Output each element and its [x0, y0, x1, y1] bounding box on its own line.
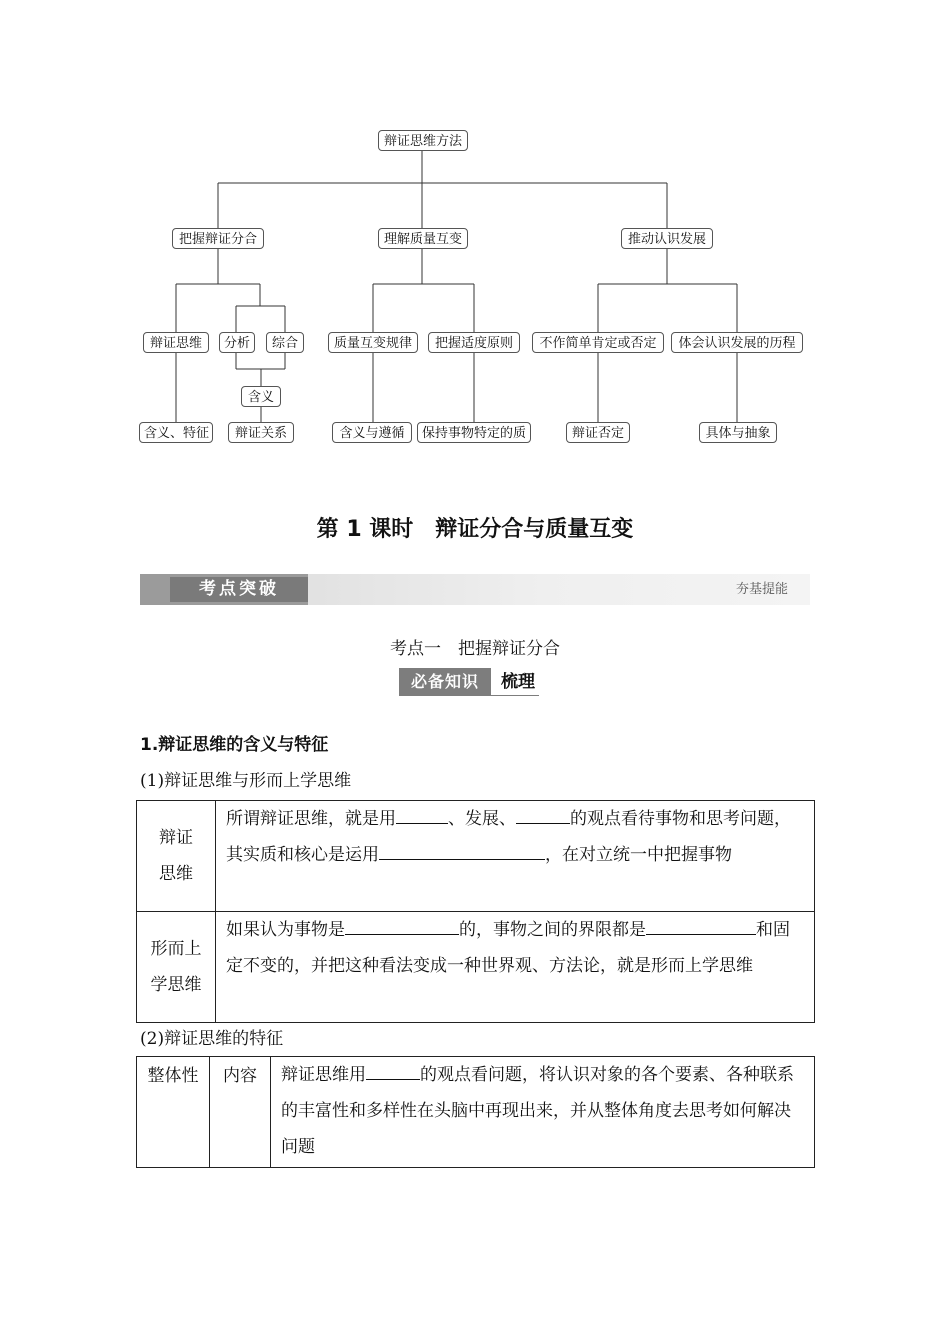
row-text-xingershang [216, 912, 815, 1023]
fill-blank[interactable] [379, 837, 545, 860]
mindmap-node-bu-zuo-jiandan: 不作简单肯定或否定 [532, 332, 664, 353]
mindmap-leaf-bianzheng-fouding: 辩证否定 [566, 422, 630, 443]
text-seg: 的，事物之间的界限都是 [459, 920, 646, 940]
table-bianzheng-xingershang [136, 800, 815, 1023]
table-tezheng [136, 1056, 815, 1168]
mindmap [0, 0, 950, 470]
table-row [137, 1057, 815, 1168]
kaodian-heading: 考点一 把握辩证分合 [390, 639, 560, 659]
mindmap-node-fenxi: 分析 [219, 332, 255, 353]
table-row [137, 801, 815, 912]
row-text-bianzheng [216, 801, 815, 912]
cell-tezheng-text [271, 1057, 815, 1168]
text-seg: 的观点看问题，将认识对象的各个要素、各种联系的丰富性和多样性在头脑中再现出来，并从整体角度去思考如何解决问题 [281, 1065, 794, 1157]
fill-blank[interactable] [366, 1057, 420, 1080]
mindmap-node-li-jie: 理解质量互变 [378, 228, 468, 249]
mindmap-node-shidu-yuanze: 把握适度原则 [428, 332, 520, 353]
cell-neirong: 内容 [210, 1057, 271, 1168]
fill-blank[interactable] [646, 912, 756, 935]
banner-left-block [140, 574, 308, 605]
banner-right-label: 夯基提能 [735, 582, 788, 597]
mindmap-node-zhiliang-guilv: 质量互变规律 [328, 332, 418, 353]
subsection-1-heading: (1)辩证思维与形而上学思维 [140, 771, 352, 791]
text-seg: 和固定不变的，并把这种看法变成一种世界观、方法论，就是形而上学思维 [226, 920, 790, 976]
row-head-bianzheng: 辩证 思维 [137, 801, 216, 912]
mindmap-leaf-bianzheng-guanxi: 辩证关系 [228, 422, 294, 443]
mindmap-leaf-baochi-zhi: 保持事物特定的质 [417, 422, 531, 443]
mindmap-node-bianzheng-siwei: 辩证思维 [143, 332, 209, 353]
section-banner [140, 574, 810, 605]
mindmap-node-tihui-licheng: 体会认识发展的历程 [671, 332, 803, 353]
text-seg: 、发展、 [448, 809, 516, 829]
mindmap-node-tui-dong: 推动认识发展 [621, 228, 713, 249]
cell-zhengtixing: 整体性 [137, 1057, 210, 1168]
mindmap-node-ba-wo: 把握辩证分合 [172, 228, 264, 249]
text-seg: 如果认为事物是 [226, 920, 345, 940]
text-seg: 辩证思维用 [281, 1065, 366, 1085]
mindmap-leaf-juti-chouxiang: 具体与抽象 [699, 422, 777, 443]
table-row [137, 912, 815, 1023]
mindmap-node-zonghe: 综合 [266, 332, 304, 353]
mindmap-leaf-hanyi-zunxun: 含义与遵循 [332, 422, 412, 443]
row-head-xingershang: 形而上 学思维 [137, 912, 216, 1023]
mindmap-leaf-hanyi-tezheng: 含义、特征 [139, 422, 213, 443]
fill-blank[interactable] [396, 801, 448, 824]
mindmap-node-hanyi: 含义 [241, 386, 281, 407]
badge-right: 梳理 [491, 668, 539, 696]
text-seg: 的观点看待事物和思考问题，其实质和核心是运用 [226, 809, 791, 865]
fill-blank[interactable] [516, 801, 570, 824]
fill-blank[interactable] [345, 912, 459, 935]
banner-left-label: 考点突破 [170, 577, 308, 602]
badge-left: 必备知识 [399, 668, 491, 696]
lesson-title: 第 1 课时 辩证分合与质量互变 [316, 517, 634, 542]
knowledge-badge [399, 668, 539, 696]
section-1-heading: 1.辩证思维的含义与特征 [140, 735, 329, 755]
subsection-2-heading: (2)辩证思维的特征 [140, 1029, 284, 1049]
mindmap-connectors [0, 0, 950, 470]
text-seg: 所谓辩证思维，就是用 [226, 809, 396, 829]
text-seg: ，在对立统一中把握事物 [545, 845, 732, 865]
mindmap-root: 辩证思维方法 [378, 130, 468, 151]
